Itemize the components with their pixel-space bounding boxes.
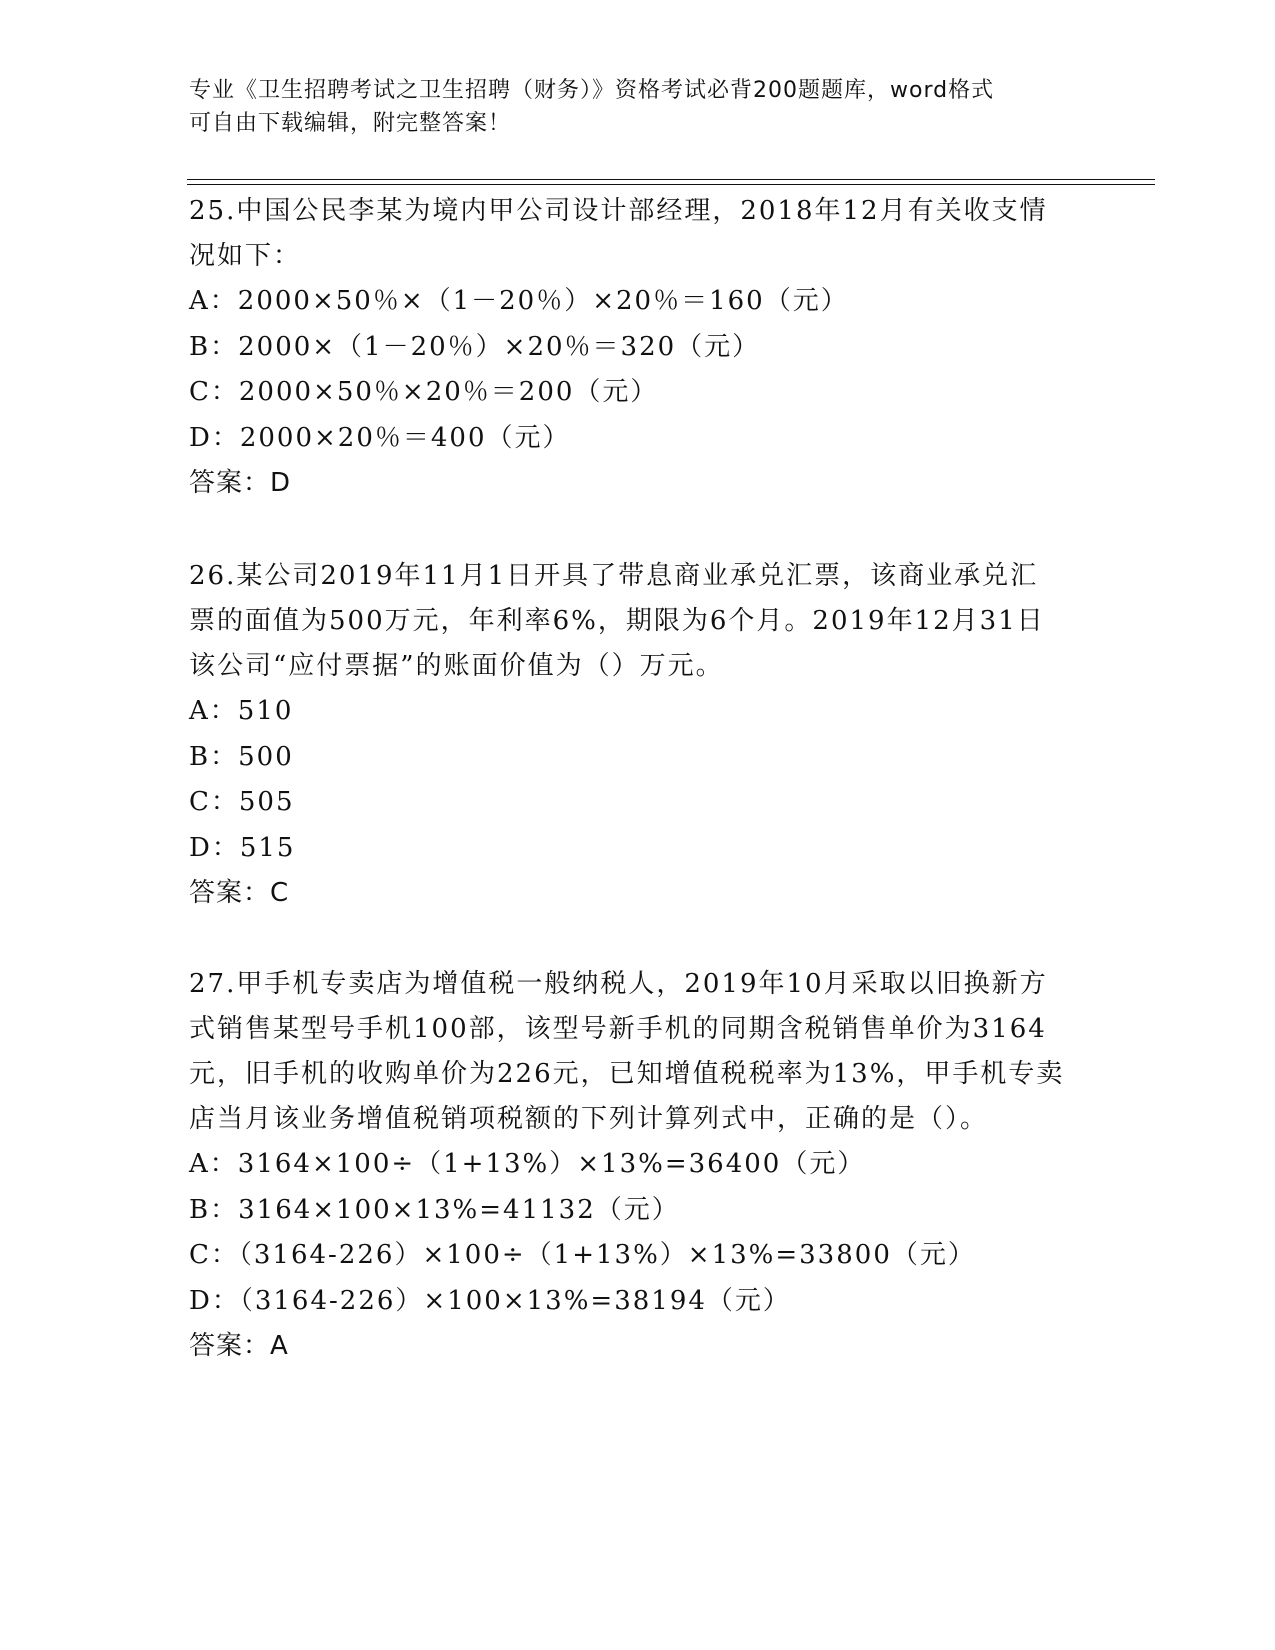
question-stem-line: 式销售某型号手机100部，该型号新手机的同期含税销售单价为3164 bbox=[189, 1014, 1047, 1044]
header-line-2: 可自由下载编辑，附完整答案！ bbox=[189, 111, 512, 136]
question-stem-line: 该公司“应付票据”的账面价值为（）万元。 bbox=[189, 651, 724, 681]
question-stem-line: 店当月该业务增值税销项税额的下列计算列式中，正确的是（）。 bbox=[189, 1104, 989, 1134]
option-c: C：2000×50％×20％＝200（元） bbox=[189, 377, 659, 407]
question-25 bbox=[189, 189, 1089, 506]
option-d: D：（3164-226）×100×13%=38194（元） bbox=[189, 1285, 791, 1316]
question-26 bbox=[189, 554, 1089, 916]
option-d: D：515 bbox=[189, 832, 296, 863]
option-a: A：2000×50％×（1－20％）×20％＝160（元） bbox=[189, 286, 849, 316]
option-b: B：2000×（1－20％）×20％＝320（元） bbox=[189, 331, 761, 362]
option-c: C：（3164-226）×100÷（1+13%）×13%=33800（元） bbox=[189, 1240, 976, 1270]
answer: 答案：D bbox=[189, 468, 292, 498]
option-b: B：500 bbox=[189, 741, 294, 772]
option-d: D：2000×20％＝400（元） bbox=[189, 422, 571, 453]
header-divider-bottom bbox=[187, 184, 1155, 185]
answer: 答案：C bbox=[189, 878, 290, 908]
option-a: A：3164×100÷（1+13%）×13%=36400（元） bbox=[189, 1149, 866, 1179]
option-a: A：510 bbox=[189, 696, 294, 726]
document-header bbox=[189, 74, 1089, 140]
question-stem-line: 元，旧手机的收购单价为226元，已知增值税税率为13%，甲手机专卖 bbox=[189, 1059, 1065, 1089]
question-stem-line: 26.某公司2019年11月1日开具了带息商业承兑汇票，该商业承兑汇 bbox=[189, 561, 1039, 591]
question-stem-line: 25.中国公民李某为境内甲公司设计部经理，2018年12月有关收支情 bbox=[189, 196, 1048, 226]
header-line-1: 专业《卫生招聘考试之卫生招聘（财务）》资格考试必背200题题库，word格式 bbox=[189, 78, 995, 103]
question-27 bbox=[189, 962, 1089, 1369]
question-stem-line: 况如下： bbox=[189, 241, 302, 271]
question-stem-line: 票的面值为500万元，年利率6%，期限为6个月。2019年12月31日 bbox=[189, 606, 1045, 636]
question-stem-line: 27.甲手机专卖店为增值税一般纳税人，2019年10月采取以旧换新方 bbox=[189, 969, 1048, 999]
option-c: C：505 bbox=[189, 787, 295, 817]
option-b: B：3164×100×13%=41132（元） bbox=[189, 1194, 680, 1225]
header-divider-top bbox=[187, 179, 1155, 180]
answer: 答案：A bbox=[189, 1331, 289, 1361]
